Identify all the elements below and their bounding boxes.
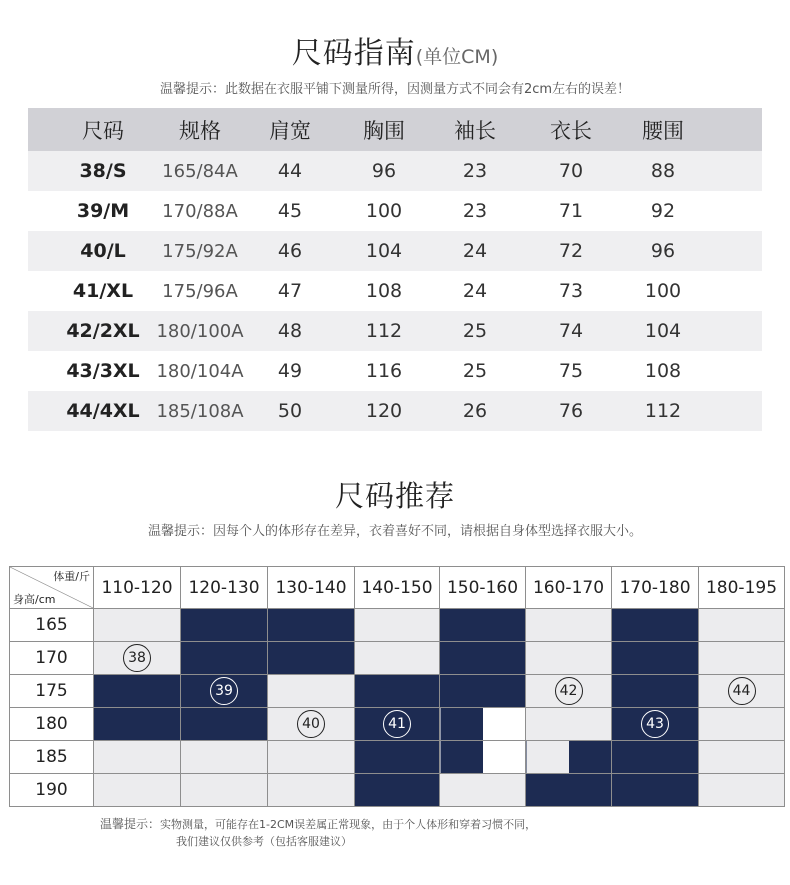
size-guide-header-cell: 腰围 [642,118,684,143]
size-guide-header-row [28,108,762,151]
size-guide-cell: 44/4XL [66,400,140,422]
size-guide-body [28,151,762,431]
grid-cell [181,675,268,708]
size-guide-cell: 38/S [79,160,127,182]
height-row-180 [10,708,785,741]
grid-cell [94,642,181,675]
grid-cell [612,642,699,675]
size-guide-cell: 71 [558,200,584,222]
size-guide-row [28,191,762,231]
bottom-note [100,816,536,850]
weight-col-header: 160-170 [526,567,612,609]
grid-cell [268,675,355,708]
grid-cell [94,708,181,741]
grid-cell [612,675,699,708]
grid-cell [440,642,526,675]
grid-cell [612,708,699,741]
grid-cell [268,741,355,774]
size-guide-row [28,271,762,311]
grid-cell [699,642,785,675]
size-guide-cell: 116 [365,360,403,382]
size-guide-cell: 170/88A [162,200,238,222]
size-guide-cell: 180/104A [156,360,244,382]
size-guide-header-cell: 袖长 [454,118,496,143]
grid-cell [526,609,612,642]
weight-col-header: 110-120 [94,567,181,609]
grid-cell [440,774,526,807]
grid-cell [181,708,268,741]
size-guide-cell: 26 [462,400,488,422]
bottom-note-line2: 我们建议仅供参考（包括客服建议） [176,835,352,848]
recommend-header-row [10,567,785,609]
size-guide-cell: 120 [365,400,403,422]
size-guide-cell: 72 [558,240,584,262]
size-guide-title: 尺码指南 [291,36,416,71]
grid-cell [181,609,268,642]
size-guide-row [28,391,762,431]
grid-cell [612,609,699,642]
grid-cell [699,609,785,642]
size-guide-cell: 50 [277,400,303,422]
grid-cell [268,774,355,807]
size-guide-cell: 44 [277,160,303,182]
size-guide-cell: 47 [277,280,303,302]
size-guide-cell: 48 [277,320,303,342]
grid-cell [612,741,699,774]
grid-cell [526,675,612,708]
size-guide-cell: 96 [650,240,676,262]
size-badge-43: 43 [641,710,669,738]
size-guide-cell: 100 [365,200,403,222]
grid-cell [526,642,612,675]
size-guide-cell: 100 [644,280,682,302]
size-badge-40: 40 [297,710,325,738]
height-row-label: 170 [10,642,94,675]
size-guide-cell: 23 [462,200,488,222]
size-guide-cell: 70 [558,160,584,182]
bottom-note-line1: 实物测量，可能存在1-2CM误差属正常现象，由于个人体形和穿着习惯不同， [160,818,537,831]
grid-cell [94,675,181,708]
height-row-label: 180 [10,708,94,741]
size-guide-header-cell: 尺码 [82,118,124,143]
size-badge-44: 44 [728,677,756,705]
size-guide-cell: 175/96A [162,280,238,302]
grid-cell [355,642,440,675]
grid-cell [94,741,181,774]
height-row-label: 175 [10,675,94,708]
size-guide-cell: 40/L [80,240,126,262]
size-guide-cell: 165/84A [162,160,238,182]
size-guide-cell: 180/100A [156,320,244,342]
recommend-tip: 温馨提示：因每个人的体形存在差异，衣着喜好不同，请根据自身体型选择衣服大小。 [147,524,642,539]
size-guide-unit: (单位CM) [415,46,499,68]
size-guide-table [28,108,762,431]
grid-cell [699,741,785,774]
size-guide-tip: 温馨提示：此数据在衣服平铺下测量所得，因测量方式不同会有2cm左右的误差！ [159,82,631,97]
size-guide-row [28,311,762,351]
size-guide-cell: 49 [277,360,303,382]
size-guide-cell: 43/3XL [66,360,140,382]
size-guide-header-cell: 规格 [179,118,221,143]
size-badge-41: 41 [383,710,411,738]
grid-cell [526,774,612,807]
size-guide-title-block [0,28,790,72]
height-row-185 [10,741,785,774]
grid-cell [181,642,268,675]
size-guide-cell: 175/92A [162,240,238,262]
grid-cell [181,774,268,807]
size-guide-cell: 108 [644,360,682,382]
size-guide-cell: 24 [462,240,488,262]
size-guide-header-cell: 衣长 [550,118,592,143]
size-guide-cell: 25 [462,360,488,382]
recommend-title: 尺码推荐 [334,479,455,513]
grid-cell [440,609,526,642]
height-row-175 [10,675,785,708]
corner-weight-label: 体重/斤 [53,570,90,583]
size-guide-cell: 41/XL [72,280,134,302]
height-row-label: 185 [10,741,94,774]
size-guide-cell: 185/108A [156,400,244,422]
size-guide-row [28,151,762,191]
size-badge-42: 42 [555,677,583,705]
size-guide-cell: 24 [462,280,488,302]
size-guide-cell: 88 [650,160,676,182]
grid-cell [268,708,355,741]
size-guide-cell: 25 [462,320,488,342]
grid-cell [94,774,181,807]
height-row-label: 190 [10,774,94,807]
size-guide-cell: 92 [650,200,676,222]
size-guide-cell: 108 [365,280,403,302]
size-guide-cell: 42/2XL [66,320,140,342]
size-guide-cell: 104 [365,240,403,262]
grid-cell [440,708,526,741]
grid-cell [612,774,699,807]
size-guide-cell: 74 [558,320,584,342]
bottom-note-label: 温馨提示： [100,817,161,831]
grid-cell [699,708,785,741]
grid-cell [355,708,440,741]
grid-cell [94,609,181,642]
size-guide-cell: 73 [558,280,584,302]
grid-cell [355,741,440,774]
size-badge-39: 39 [210,677,238,705]
corner-height-label: 身高/cm [13,593,56,606]
grid-cell [181,741,268,774]
size-guide-cell: 23 [462,160,488,182]
size-guide-header-cell: 胸围 [363,118,405,143]
size-guide-cell: 39/M [76,200,130,222]
grid-cell [355,774,440,807]
weight-col-header: 150-160 [440,567,526,609]
size-guide-cell: 46 [277,240,303,262]
grid-cell [440,741,526,774]
weight-col-header: 120-130 [181,567,268,609]
grid-cell [526,708,612,741]
weight-col-header: 180-195 [699,567,785,609]
grid-cell [268,642,355,675]
grid-cell [355,609,440,642]
recommend-grid [9,566,784,806]
size-guide-row [28,351,762,391]
size-guide-cell: 104 [644,320,682,342]
grid-cell [268,609,355,642]
size-guide-row [28,231,762,271]
grid-cell [440,675,526,708]
grid-cell [355,675,440,708]
size-guide-cell: 112 [644,400,682,422]
height-row-170 [10,642,785,675]
height-row-165 [10,609,785,642]
height-row-label: 165 [10,609,94,642]
grid-cell [699,774,785,807]
weight-col-header: 170-180 [612,567,699,609]
size-guide-cell: 45 [277,200,303,222]
size-guide-cell: 75 [558,360,584,382]
weight-col-header: 130-140 [268,567,355,609]
corner-cell [10,567,94,609]
height-row-190 [10,774,785,807]
size-guide-header-cell: 肩宽 [269,118,311,143]
size-guide-cell: 96 [371,160,397,182]
size-guide-cell: 112 [365,320,403,342]
size-guide-cell: 76 [558,400,584,422]
size-badge-38: 38 [123,644,151,672]
grid-cell [526,741,612,774]
grid-cell [699,675,785,708]
weight-col-header: 140-150 [355,567,440,609]
